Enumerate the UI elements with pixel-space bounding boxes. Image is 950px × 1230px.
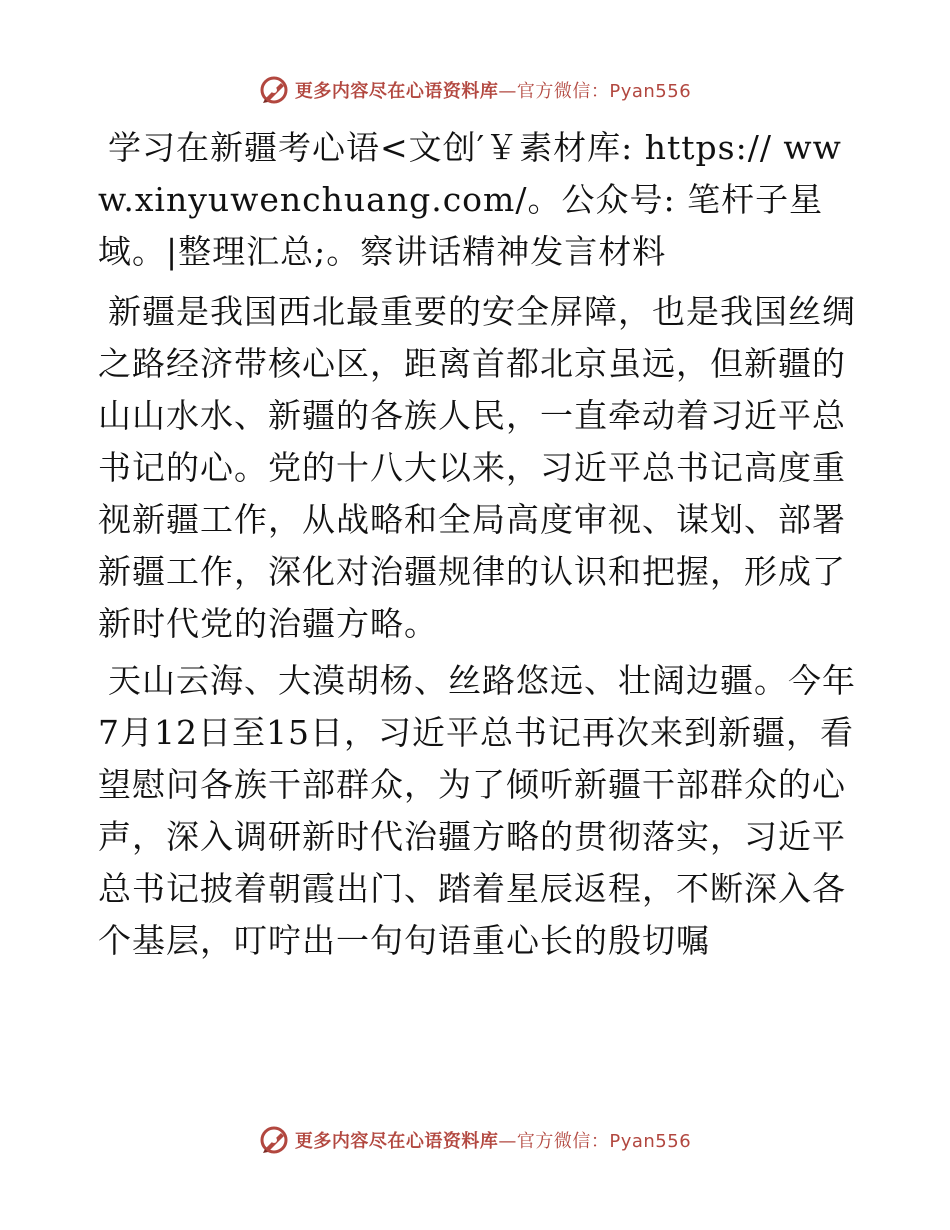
header-brand <box>259 75 691 105</box>
paragraph-1-text: 新疆是我国西北最重要的安全屏障，也是我国丝绸之路经济带核心区，距离首都北京虽远，但新疆的山山水水、新疆的各族人民，一直牵动着习近平总书记的心。党的十八大以来，习近平总书记高度重视新疆工作，从战略和全局高度审视、谋划、部署新疆工作，深化对治疆规律的认识和把握，形成了新时代党的治疆方略。 <box>98 292 856 643</box>
footer-wechat-id: Pyan556 <box>609 1131 692 1152</box>
document-body <box>98 122 858 972</box>
paragraph-1 <box>98 286 858 650</box>
header-wechat-label: 官方微信： <box>516 81 610 102</box>
header-brand-text <box>295 77 691 103</box>
paragraph-2 <box>98 655 858 967</box>
pen-logo-icon <box>259 1125 289 1155</box>
page-footer <box>0 1120 950 1160</box>
header-wechat-id: Pyan556 <box>609 81 692 102</box>
footer-brand <box>259 1125 691 1155</box>
footer-brand-name: 更多内容尽在心语资料库 <box>294 1131 499 1152</box>
paragraph-intro-text: 学习在新疆考心语<文创′￥素材库: https:// www.xinyuwenchuang.com/。公众号: 笔杆子星域。|整理汇总;。察讲话精神发言材料 <box>98 128 842 271</box>
header-brand-name: 更多内容尽在心语资料库 <box>294 81 499 102</box>
footer-dash: — <box>498 1131 517 1152</box>
pen-logo-icon <box>259 75 289 105</box>
page-header <box>0 70 950 110</box>
paragraph-intro <box>98 122 858 278</box>
paragraph-2-text: 天山云海、大漠胡杨、丝路悠远、壮阔边疆。今年7月12日至15日，习近平总书记再次来到新疆，看望慰问各族干部群众，为了倾听新疆干部群众的心声，深入调研新时代治疆方略的贯彻落实，习近平总书记披着朝霞出门、踏着星辰返程，不断深入各个基层，叮咛出一句句语重心长的殷切嘱 <box>98 661 856 960</box>
header-dash: — <box>498 81 517 102</box>
footer-brand-text <box>295 1127 691 1153</box>
footer-wechat-label: 官方微信： <box>516 1131 610 1152</box>
